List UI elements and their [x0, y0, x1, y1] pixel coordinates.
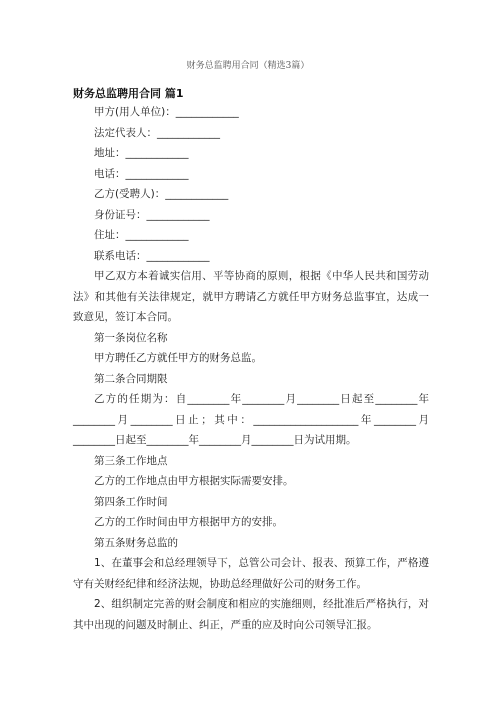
- section-title: 财务总监聘用合同 篇1: [73, 87, 184, 100]
- field-id-number: 身份证号：____________: [94, 208, 210, 221]
- field-residence: 住址：____________: [94, 229, 189, 241]
- field-party-b: 乙方(受聘人)：____________: [94, 188, 229, 200]
- contract-body: [73, 102, 429, 635]
- field-contact-phone: 联系电话：____________: [94, 249, 210, 262]
- article-4-text: 乙方的工作时间由甲方根据甲方的安排。: [94, 516, 283, 528]
- article-5-item-1: 1、在董事会和总经理领导下，总管公司会计、报表、预算工作，严格遵守有关财经纪律和经济法规，协助总经理做好公司的财务工作。: [73, 557, 429, 590]
- document-header: 财务总监聘用合同（精选3篇）: [186, 61, 310, 71]
- article-4-title: 第四条工作时间: [94, 495, 168, 508]
- article-5-item-2: 2、组织制定完善的财会制度和相应的实施细则，经批准后严格执行，对其中出现的问题及时制止、纠正，严重的应及时向公司领导汇报。: [73, 598, 429, 631]
- field-legal-rep: 法定代表人：____________: [94, 126, 220, 139]
- article-5-title: 第五条财务总监的: [94, 536, 178, 549]
- intro-paragraph: 甲乙双方本着诚实信用、平等协商的原则，根据《中华人民共和国劳动法》和其他有关法律规定，就甲方聘请乙方就任甲方财务总监事宜，达成一致意见，签订本合同。: [73, 270, 429, 323]
- article-2-title: 第二条合同期限: [94, 372, 168, 385]
- field-party-a: 甲方(用人单位)：____________: [94, 106, 239, 118]
- field-address: 地址：____________: [94, 147, 189, 159]
- article-2-text: 乙方的任期为：自________年________月________日起至________年________月________日止；其中：____________________年________月________日起至________年________月________日为试用期。: [73, 393, 429, 446]
- field-phone: 电话：____________: [94, 167, 189, 180]
- article-3-title: 第三条工作地点: [94, 454, 168, 467]
- article-3-text: 乙方的工作地点由甲方根据实际需要安排。: [94, 475, 294, 487]
- article-1-title: 第一条岗位名称: [94, 331, 168, 344]
- article-1-text: 甲方聘任乙方就任甲方的财务总监。: [94, 352, 262, 364]
